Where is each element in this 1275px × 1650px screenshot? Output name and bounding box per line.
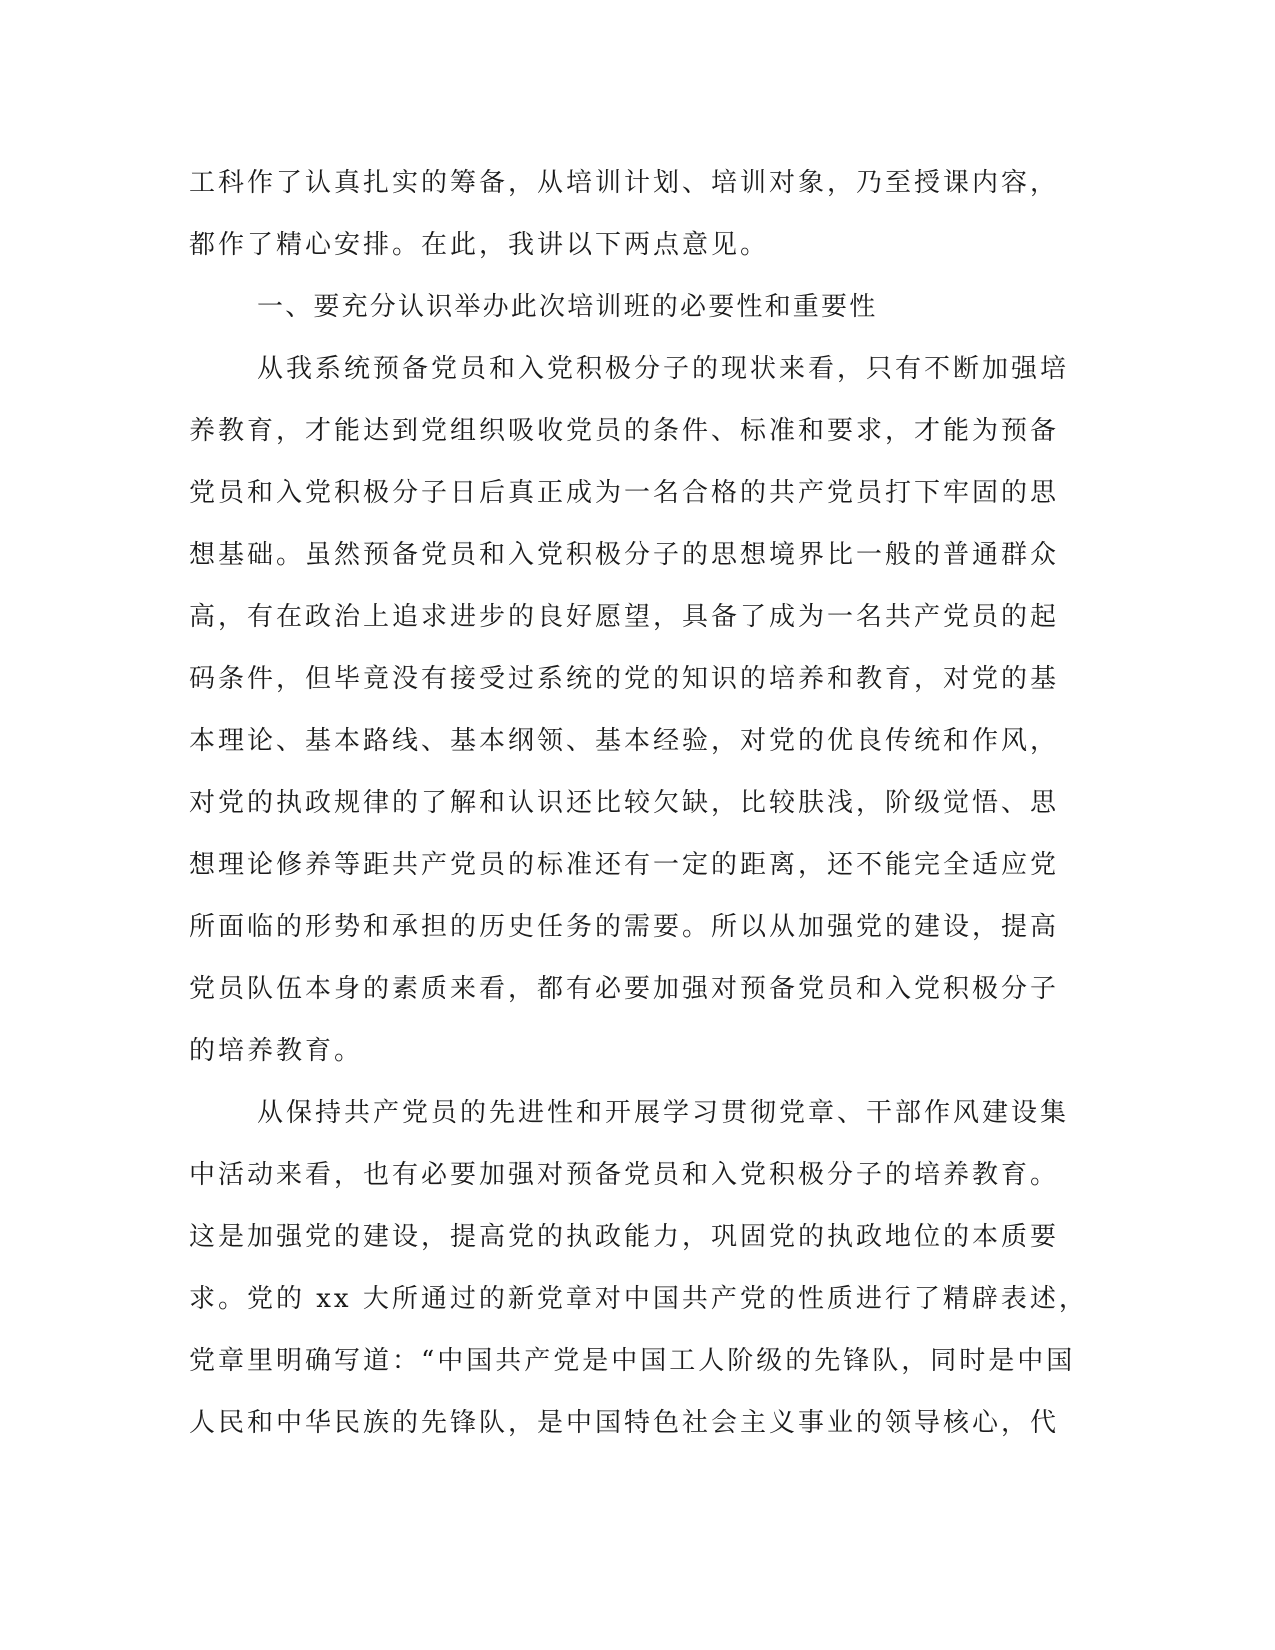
text-line: 所面临的形势和承担的历史任务的需要。所以从加强党的建设，提高 xyxy=(189,912,1060,942)
text-line: 都作了精心安排。在此，我讲以下两点意见。 xyxy=(189,230,770,260)
text-line: 从保持共产党员的先进性和开展学习贯彻党章、干部作风建设集 xyxy=(257,1098,1070,1128)
text-line: 党章里明确写道：“中国共产党是中国工人阶级的先锋队，同时是中国 xyxy=(189,1346,1076,1376)
heading-line: 一、要充分认识举办此次培训班的必要性和重要性 xyxy=(257,292,878,322)
text-line: 中活动来看，也有必要加强对预备党员和入党积极分子的培养教育。 xyxy=(189,1160,1060,1190)
text-line: 想基础。虽然预备党员和入党积极分子的思想境界比一般的普通群众 xyxy=(189,540,1060,570)
text-line: 工科作了认真扎实的筹备，从培训计划、培训对象，乃至授课内容， xyxy=(189,168,1060,198)
text-line: 人民和中华民族的先锋队，是中国特色社会主义事业的领导核心，代 xyxy=(189,1408,1060,1438)
text-line: 党员和入党积极分子日后真正成为一名合格的共产党员打下牢固的思 xyxy=(189,478,1060,508)
text-line: 求。党的 xx 大所通过的新党章对中国共产党的性质进行了精辟表述， xyxy=(189,1284,1088,1314)
section-heading xyxy=(189,276,1069,338)
text-line: 养教育，才能达到党组织吸收党员的条件、标准和要求，才能为预备 xyxy=(189,416,1060,446)
text-line: 从我系统预备党员和入党积极分子的现状来看，只有不断加强培 xyxy=(257,354,1070,384)
paragraph-necessity xyxy=(189,338,1069,1082)
text-line: 本理论、基本路线、基本纲领、基本经验，对党的优良传统和作风， xyxy=(189,726,1060,756)
text-line: 对党的执政规律的了解和认识还比较欠缺，比较肤浅，阶级觉悟、思 xyxy=(189,788,1060,818)
text-line: 的培养教育。 xyxy=(189,1036,364,1066)
text-line: 码条件，但毕竟没有接受过系统的党的知识的培养和教育，对党的基 xyxy=(189,664,1060,694)
document-body xyxy=(189,152,1088,1454)
text-line: 想理论修养等距共产党员的标准还有一定的距离，还不能完全适应党 xyxy=(189,850,1060,880)
text-line: 高，有在政治上追求进步的良好愿望，具备了成为一名共产党员的起 xyxy=(189,602,1060,632)
text-line: 党员队伍本身的素质来看，都有必要加强对预备党员和入党积极分子 xyxy=(189,974,1060,1004)
paragraph-continuation xyxy=(189,152,1069,276)
paragraph-advancement xyxy=(189,1082,1088,1454)
text-line: 这是加强党的建设，提高党的执政能力，巩固党的执政地位的本质要 xyxy=(189,1222,1060,1252)
